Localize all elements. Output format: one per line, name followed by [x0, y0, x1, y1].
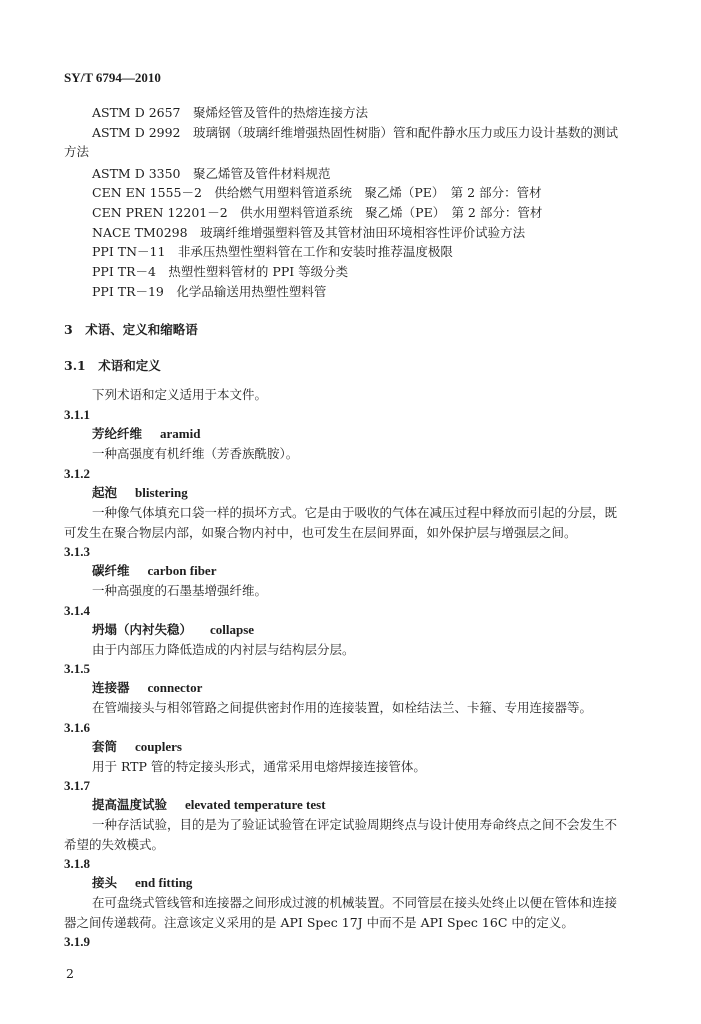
term-english: collapse	[210, 622, 255, 637]
term-english: couplers	[135, 739, 182, 754]
definition-term	[92, 797, 326, 813]
reference-item: ASTM D 2657 聚烯烃管及管件的热熔连接方法	[92, 105, 369, 120]
definition-term	[92, 875, 192, 891]
definition-text: 在可盘绕式管线管和连接器之间形成过渡的机械装置。不同管层在接头处终止以便在管体和连接	[92, 895, 618, 910]
term-english: end fitting	[135, 875, 193, 890]
section-3-title: 3 术语、定义和缩略语	[64, 322, 198, 337]
term-chinese: 套筒	[92, 739, 118, 754]
definition-number: 3.1.4	[64, 603, 90, 618]
reference-item: ASTM D 2992 玻璃钢（玻璃纤维增强热固性树脂）管和配件静水压力或压力设计基数的测试	[92, 125, 619, 140]
definition-number: 3.1.6	[64, 720, 90, 735]
page-number: 2	[66, 966, 74, 981]
definition-term	[92, 563, 216, 579]
definition-number: 3.1.8	[64, 856, 90, 871]
definition-number: 3.1.9	[64, 934, 90, 949]
document-id-header: SY/T 6794—2010	[64, 70, 161, 85]
definition-term	[92, 739, 182, 755]
term-chinese: 坍塌（内衬失稳）	[92, 622, 193, 637]
reference-item: PPI TR－19 化学品输送用热塑性塑料管	[92, 284, 327, 299]
term-chinese: 芳纶纤维	[92, 426, 143, 441]
term-english: carbon fiber	[147, 563, 217, 578]
reference-item: NACE TM0298 玻璃纤维增强塑料管及其管材油田环境相容性评价试验方法	[92, 225, 526, 240]
term-english: blistering	[135, 485, 188, 500]
definition-number: 3.1.1	[64, 407, 90, 422]
definition-text: 希望的失效模式。	[64, 837, 165, 852]
term-english: connector	[147, 680, 203, 695]
definition-text: 由于内部压力降低造成的内衬层与结构层分层。	[92, 642, 355, 657]
definition-text: 一种存活试验，目的是为了验证试验管在评定试验周期终点与设计使用寿命终点之间不会发生不	[92, 817, 618, 832]
definition-text: 一种高强度的石墨基增强纤维。	[92, 583, 268, 598]
reference-item: CEN PREN 12201－2 供水用塑料管道系统 聚乙烯（PE） 第 2 部分：管材	[92, 205, 543, 220]
definition-term	[92, 426, 200, 442]
definition-number: 3.1.2	[64, 466, 90, 481]
term-chinese: 起泡	[92, 485, 118, 500]
term-chinese: 接头	[92, 875, 118, 890]
definition-term	[92, 680, 202, 696]
reference-item: PPI TR－4 热塑性塑料管材的 PPI 等级分类	[92, 264, 349, 279]
definition-term	[92, 622, 254, 638]
definition-term	[92, 485, 188, 501]
reference-item: PPI TN－11 非承压热塑性塑料管在工作和安装时推荐温度极限	[92, 244, 453, 259]
term-english: elevated temperature test	[185, 797, 326, 812]
reference-item: CEN EN 1555－2 供给燃气用塑料管道系统 聚乙烯（PE） 第 2 部分：管材	[92, 185, 542, 200]
definition-text: 可发生在聚合物层内部，如聚合物内衬中，也可发生在层间界面，如外保护层与增强层之间。	[64, 525, 577, 540]
term-chinese: 碳纤维	[92, 563, 130, 578]
definition-number: 3.1.5	[64, 661, 90, 676]
term-chinese: 提高温度试验	[92, 797, 168, 812]
definition-number: 3.1.7	[64, 778, 90, 793]
section-3-1-title: 3.1 术语和定义	[64, 358, 161, 373]
definition-text: 用于 RTP 管的特定接头形式，通常采用电熔焊接连接管体。	[92, 759, 426, 774]
reference-item-continuation: 方法	[64, 144, 90, 159]
definition-text: 一种高强度有机纤维（芳香族酰胺）。	[92, 446, 299, 461]
definition-number: 3.1.3	[64, 544, 90, 559]
reference-item: ASTM D 3350 聚乙烯管及管件材料规范	[92, 166, 331, 181]
term-chinese: 连接器	[92, 680, 130, 695]
definition-text: 一种像气体填充口袋一样的损坏方式。它是由于吸收的气体在减压过程中释放而引起的分层，既	[92, 505, 618, 520]
definition-text: 器之间传递载荷。注意该定义采用的是 API Spec 17J 中而不是 API Spec 16C 中的定义。	[64, 915, 574, 930]
term-english: aramid	[160, 426, 201, 441]
section-3-1-intro: 下列术语和定义适用于本文件。	[92, 387, 268, 402]
definition-text: 在管端接头与相邻管路之间提供密封作用的连接装置，如栓结法兰、卡箍、专用连接器等。	[92, 700, 593, 715]
